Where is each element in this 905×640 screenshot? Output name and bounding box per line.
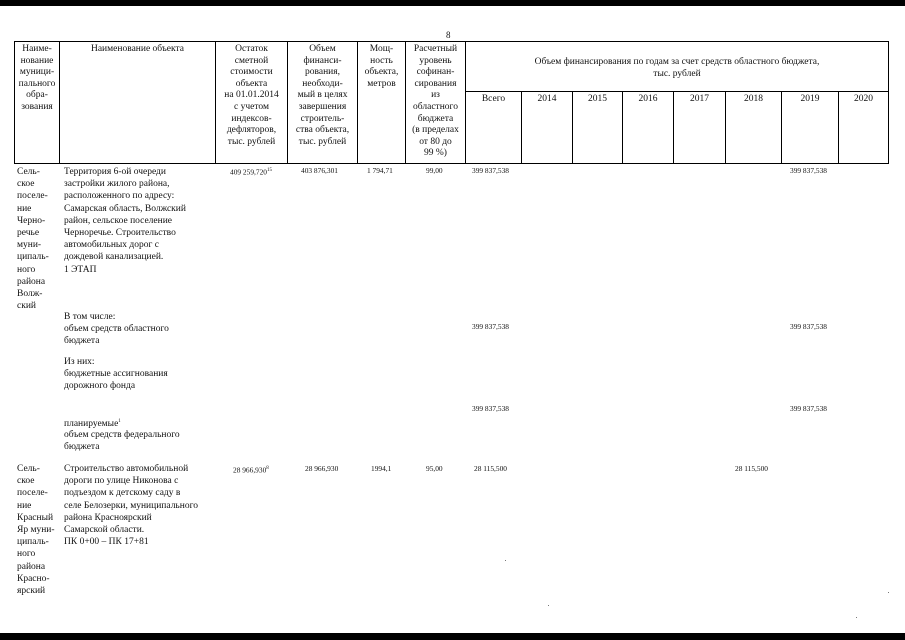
col-line-14 [888,41,889,164]
header-required-funding: Объем финанси- рования, необходи- мый в целях завершения строитель- ства объекта, тыс. рублей [295,44,350,147]
top-border [0,0,905,6]
row2-remaining-footnote: 8 [266,466,269,471]
row1-federal-label: объем средств федерального бюджета [64,430,180,453]
row2-cofinancing-level: 95,00 [426,464,443,473]
row1-required-funding: 403 876,301 [301,166,338,175]
header-year-2020: 2020 [854,94,873,104]
funding-subheader-line [465,91,889,92]
row2-capacity: 1994,1 [371,464,392,473]
scan-speck [888,592,889,593]
row1-planned-footnote: 1 [118,419,121,425]
row1-capacity: 1 794,71 [367,166,393,175]
row1-remaining-footnote: 15 [266,168,272,173]
row1-municipality: Сель- ское поселе- ние Черно- речье муни- ципаль- ного района Волж- ский [17,167,49,312]
page-number: 8 [446,30,451,40]
scan-speck [505,560,506,561]
row1-planned-2019: 399 837,538 [790,404,827,413]
row2-year-2018: 28 115,500 [735,464,768,473]
row2-municipality: Сель- ское поселе- ние Красный Яр муни- ципаль- ного района Красно- ярский [17,464,55,597]
header-year-2015: 2015 [588,94,607,104]
header-total: Всего [481,94,506,104]
header-year-2016: 2016 [638,94,658,104]
header-object: Наименование объекта [90,44,184,54]
header-year-2018: 2018 [744,94,763,104]
row1-including-label: В том числе: объем средств областного бюджета [64,312,169,347]
table-top-line [14,41,889,42]
row1-total: 399 837,538 [472,166,509,175]
row2-object-name: Строительство автомобильной дороги по улице Никонова с подъездом к детскому саду в селе Белозерки, муниципального района Красноярский Самарской области. ПК 0+00 – ПК 17+81 [64,464,199,548]
table-header-bottom-line [14,163,889,164]
row1-planned-label [64,404,214,431]
bottom-border [0,633,905,640]
row1-including-2019: 399 837,538 [790,322,827,331]
header-year-2014: 2014 [537,94,557,104]
col-line-1 [59,41,60,164]
row1-of-them-label: Из них: бюджетные ассигнования дорожного фонда [64,357,168,392]
row1-remaining-value: 409 259,720 [230,167,267,177]
row1-year-2019: 399 837,538 [790,166,827,175]
header-municipality: Наиме- нование муници- пального обра- зования [18,44,56,112]
row1-object-name: Территория 6-ой очереди застройки жилого района, расположенного по адресу: Самарская область, Волжский район, сельское поселение Черноречье. Строительство автомобильных дорог с дождевой канализацией. 1 ЭТАП [64,167,186,275]
row1-planned-text: планируемые [64,419,119,430]
row2-remaining-cost [233,464,269,474]
header-cofinancing-level: Расчетный уровень софинан- сирования из областного бюджета (в пределах от 80 до 99 %) [412,44,459,159]
row1-including-total: 399 837,538 [472,322,509,331]
row1-planned-total: 399 837,538 [472,404,509,413]
row2-required-funding: 28 966,930 [305,464,339,473]
header-year-2017: 2017 [690,94,709,104]
scan-speck [548,605,549,606]
row1-cofinancing-level: 99,00 [426,166,443,175]
row2-total: 28 115,500 [474,464,507,473]
row2-remaining-value: 28 966,930 [233,465,267,475]
scan-speck [856,617,857,618]
header-year-2019: 2019 [800,94,820,104]
header-capacity: Мощ- ность объекта, метров [364,44,399,89]
header-funding-by-years: Объем финансирования по годам за счет средств областного бюджета, тыс. рублей [534,57,820,79]
row1-remaining-cost [230,166,272,176]
header-remaining-cost: Остаток сметной стоимости объекта на 01.01.2014 с учетом индексов- дефляторов, тыс. рублей [224,44,279,147]
